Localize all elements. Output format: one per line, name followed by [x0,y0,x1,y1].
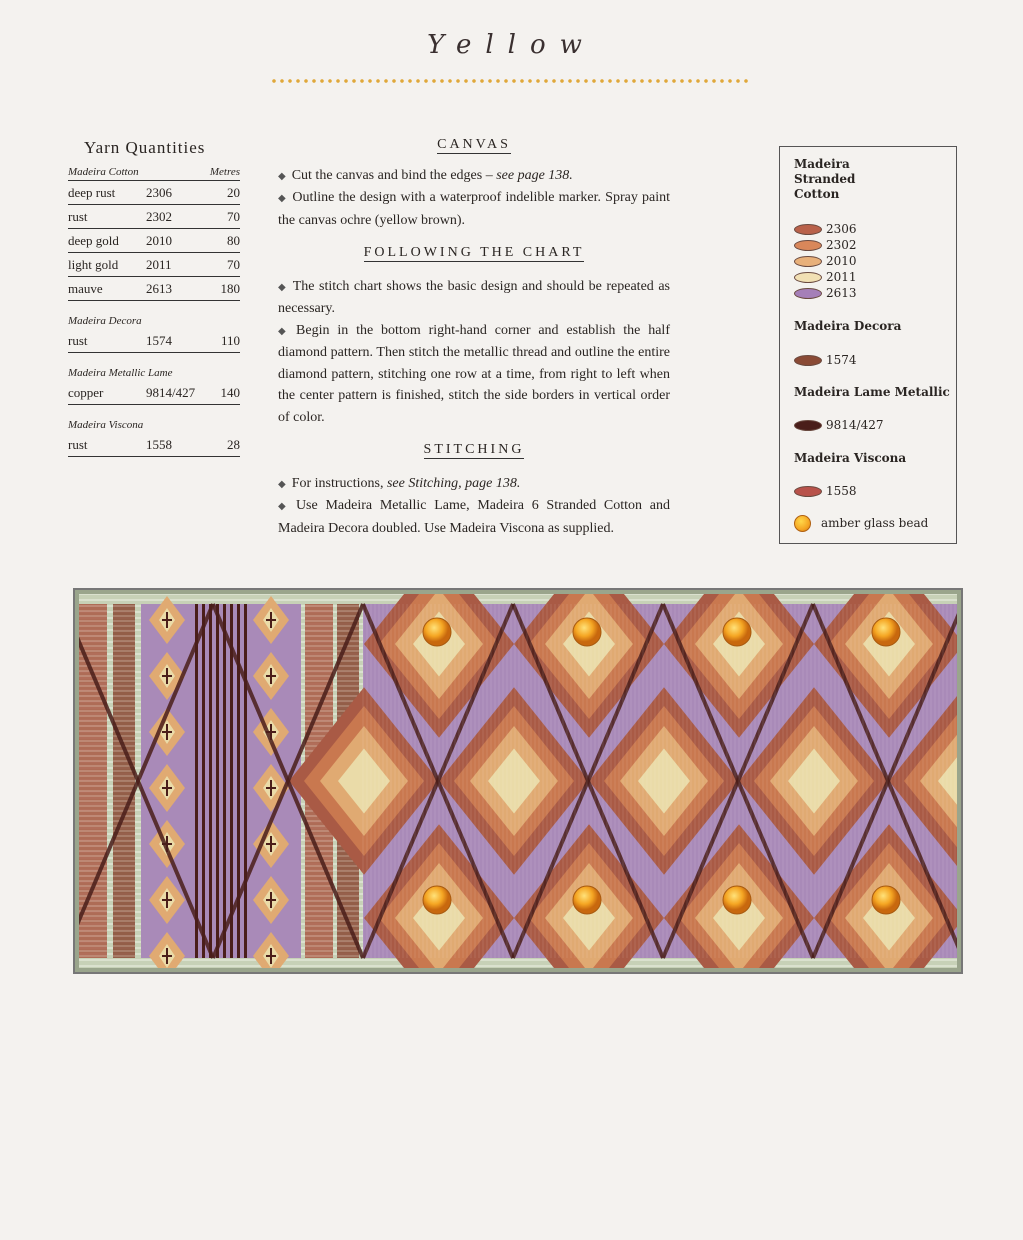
row-metres: 110 [220,333,240,348]
key-item [794,483,857,499]
row-metres: 70 [227,209,240,224]
viscona-label: Madeira Viscona [68,419,144,431]
bullet-text: Use Madeira Metallic Lame, Madeira 6 Stranded Cotton and Madeira Decora doubled. Use Madeira Viscona as supplied. [278,498,670,536]
row-metres: 28 [227,437,240,452]
amber-bead [423,886,451,914]
row-metres: 20 [227,185,240,200]
key-item [794,221,857,237]
canvas-heading-text: CANVAS [437,137,511,152]
viscona-title: Madeira Viscona [794,451,907,465]
key-item [794,237,857,253]
swatch-icon [794,272,822,283]
diamond-bullet-icon: ◆ [278,478,286,490]
page-title: Yellow [427,30,596,60]
swatch-icon [794,288,822,299]
row-metres: 180 [220,281,240,296]
amber-bead [723,618,751,646]
row-code: 2306 [146,185,172,200]
page-reference: see Stitching, page 138. [386,475,521,491]
row-color: deep rust [68,185,116,200]
row-code: 2613 [146,281,172,296]
key-code: 2010 [826,254,857,268]
row-color: rust [68,437,88,452]
key-code: 2306 [826,222,857,236]
row-metres: 70 [227,257,240,272]
diamond-bullet-icon: ◆ [278,501,290,512]
yarn-heading: Yarn Quantities [84,138,206,157]
bullet-text: Outline the design with a waterproof indelible marker. Spray paint the canvas ochre (yellow brown). [278,190,670,228]
stitch-chart-graphic [75,590,961,972]
amber-bead [872,886,900,914]
row-code: 2302 [146,209,172,224]
swatch-icon [794,420,822,431]
stitch-chart [73,588,963,974]
swatch-icon [794,240,822,251]
table-row [68,253,240,277]
row-color: mauve [68,281,103,296]
diamond-bullet-icon: ◆ [278,193,287,204]
diamond-bullet-icon: ◆ [278,325,291,337]
decora-label: Madeira Decora [68,315,142,327]
cotton-header-unit: Metres [209,166,240,178]
bullet-text: Begin in the bottom right-hand corner and establish the half diamond pattern. Then stitch the metallic thread and outline the entire diamond pattern, stitching one row at a time, from right to left when the center pattern is finished, stitch the side borders in vertical order of color. [278,322,670,425]
table-row [68,433,240,457]
metallic-title: Madeira Lame Metallic [794,385,950,399]
amber-bead [423,618,451,646]
key-code: 2302 [826,238,857,252]
bead-label: amber glass bead [821,516,929,530]
row-metres: 140 [220,385,240,400]
stitching-bullet-2 [278,495,670,539]
key-code: 9814/427 [826,418,884,432]
row-color: rust [68,333,88,348]
row-metres: 80 [227,233,240,248]
stitching-heading-text: STITCHING [423,442,525,457]
table-row [68,205,240,229]
key-item [794,269,857,285]
chart-bullet-1 [278,276,670,320]
amber-bead [573,886,601,914]
yarn-quantities-table [68,138,240,457]
amber-bead [723,886,751,914]
bullet-text: For instructions, [291,475,387,491]
table-row [68,229,240,253]
chart-bullet-2 [278,320,670,429]
row-color: rust [68,209,88,224]
bullet-text: The stitch chart shows the basic design and should be repeated as necessary. [278,278,670,316]
row-color: light gold [68,257,119,272]
row-code: 2010 [146,233,172,248]
instructions [278,134,670,539]
chart-heading-text: FOLLOWING THE CHART [363,245,585,260]
key-item [794,352,857,368]
table-row [68,329,240,353]
swatch-icon [794,486,822,497]
row-code: 1574 [146,333,172,348]
row-color: copper [68,385,104,400]
table-row [68,277,240,301]
cotton-header-name: Madeira Cotton [68,166,139,178]
row-color: deep gold [68,233,119,248]
decora-title: Madeira Decora [794,319,902,333]
swatch-icon [794,355,822,366]
key-code: 2613 [826,286,857,300]
key-item [794,285,857,301]
canvas-heading [278,134,670,156]
amber-bead [573,618,601,646]
bead-icon [794,515,811,532]
bullet-text: Cut the canvas and bind the edges – [291,167,497,183]
color-key [779,146,957,544]
table-row [68,181,240,205]
key-item [794,515,928,531]
row-code: 9814/427 [146,385,196,400]
stitching-heading [278,439,670,461]
chart-heading [278,242,670,264]
stranded-title: Madeira Stranded Cotton [794,157,856,201]
dotted-divider [270,78,750,84]
key-item [794,417,884,433]
swatch-icon [794,224,822,235]
page-reference: see page 138. [496,167,573,183]
amber-bead [872,618,900,646]
swatch-icon [794,256,822,267]
canvas-bullet-1 [278,165,670,188]
row-code: 1558 [146,437,172,452]
diamond-bullet-icon: ◆ [278,281,287,293]
diamond-bullet-icon: ◆ [278,170,286,182]
row-code: 2011 [146,257,172,272]
canvas-bullet-2 [278,187,670,231]
key-item [794,253,857,269]
key-code: 2011 [826,270,857,284]
key-code: 1574 [826,353,857,367]
table-row [68,381,240,405]
cotton-header [68,166,240,181]
stitching-bullet-1 [278,473,670,496]
key-code: 1558 [826,484,857,498]
metallic-label: Madeira Metallic Lame [68,367,173,379]
